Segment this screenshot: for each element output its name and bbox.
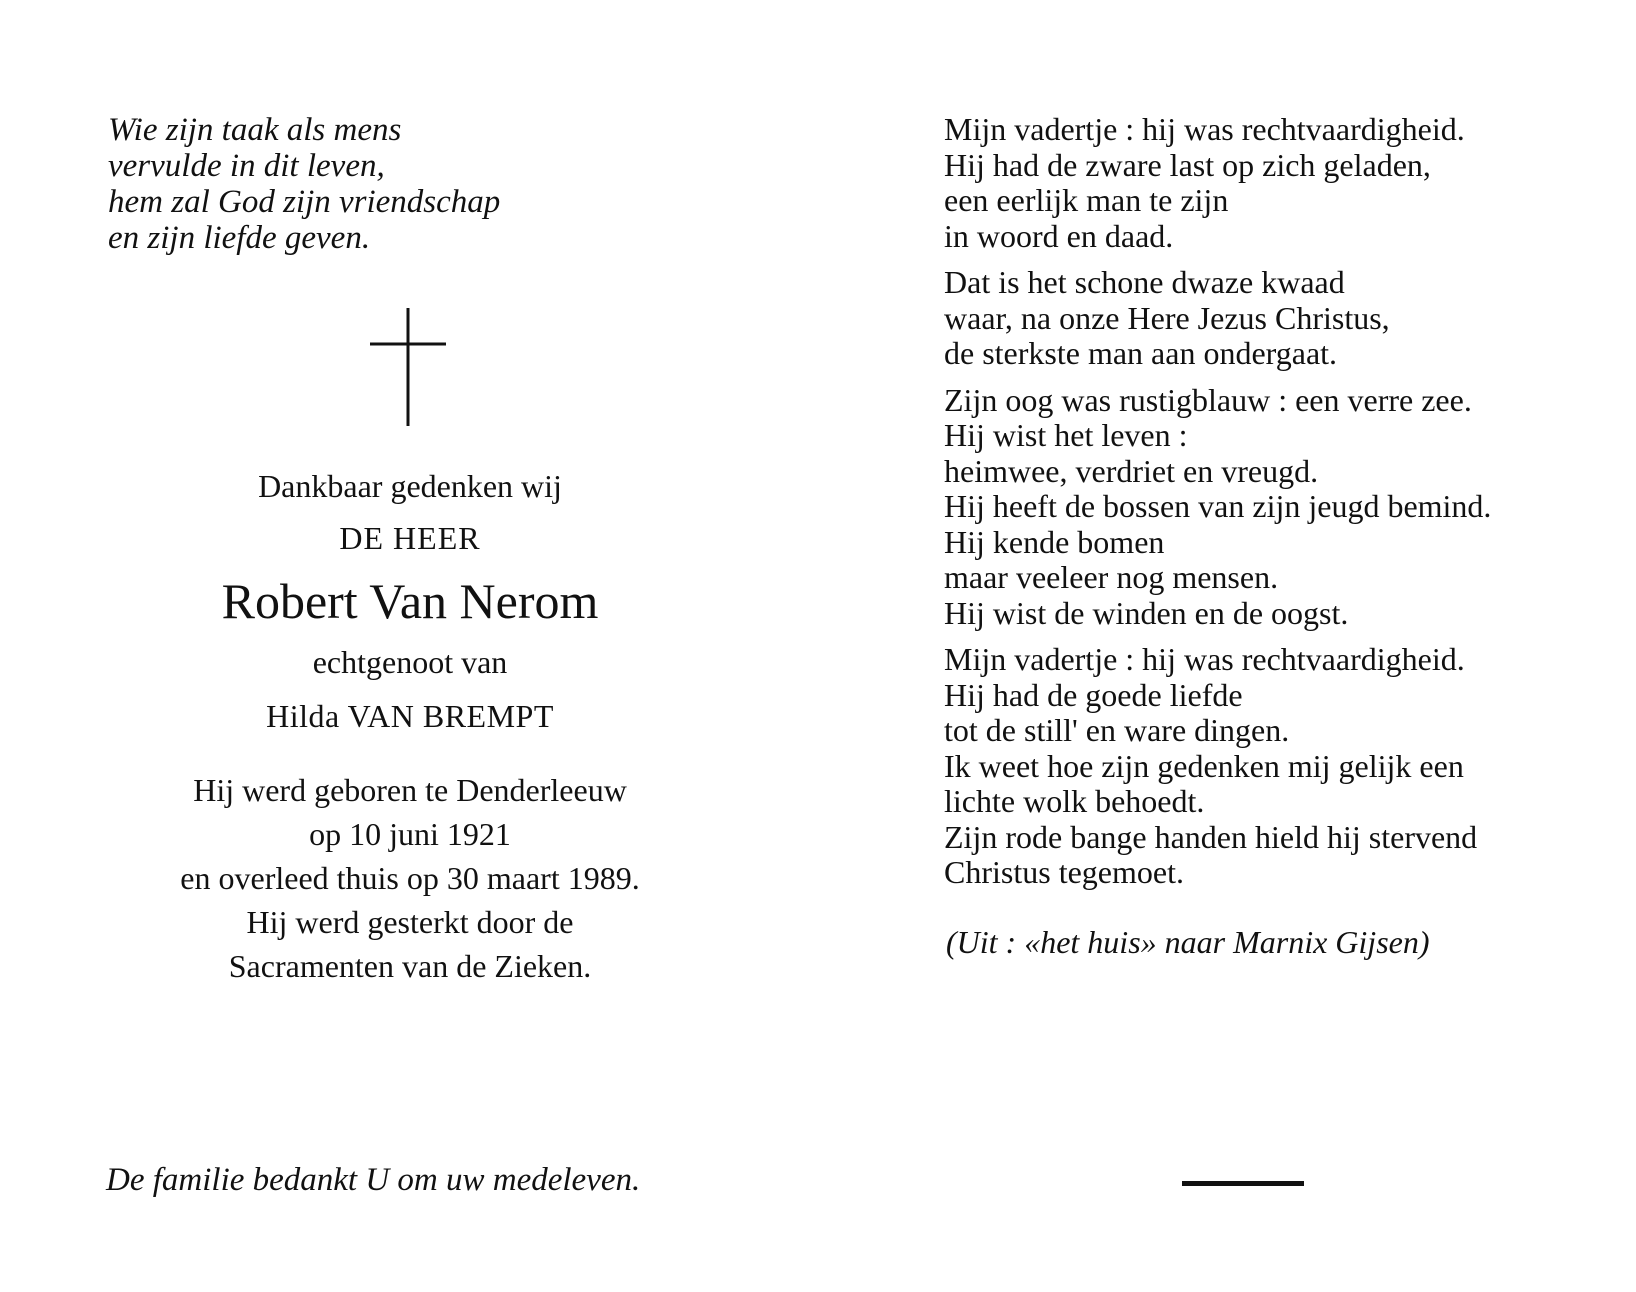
verse-line: Wie zijn taak als mens bbox=[108, 112, 402, 148]
poem-line: Hij wist de winden en de oogst. bbox=[944, 594, 1349, 631]
poem-line: Christus tegemoet. bbox=[944, 854, 1184, 890]
poem-line: Mijn vadertje : hij was rechtvaardigheid. bbox=[944, 111, 1465, 147]
poem-line: heimwee, verdriet en vreugd. bbox=[944, 452, 1319, 489]
poem-line: Mijn vadertje : hij was rechtvaardigheid. bbox=[944, 641, 1465, 677]
biography bbox=[110, 768, 710, 988]
poem-line: Hij had de zware last op zich geladen, bbox=[944, 146, 1431, 183]
bio-line: en overleed thuis op 30 maart 1989. bbox=[180, 860, 640, 896]
poem-source: (Uit : «het huis» naar Marnix Gijsen) bbox=[946, 924, 1430, 960]
bio-line: Hij werd geboren te Denderleeuw bbox=[193, 772, 627, 808]
bio-line: Hij werd gesterkt door de bbox=[246, 904, 574, 940]
poem-stanza bbox=[944, 383, 1604, 632]
poem-line: tot de still' en ware dingen. bbox=[944, 712, 1290, 748]
poem-line: maar veeleer nog mensen. bbox=[944, 559, 1279, 595]
poem-line: Dat is het schone dwaze kwaad bbox=[944, 264, 1345, 300]
bio-line: Sacramenten van de Zieken. bbox=[228, 948, 592, 984]
poem-line: Hij had de goede liefde bbox=[944, 676, 1243, 713]
poem-line: waar, na onze Here Jezus Christus, bbox=[944, 299, 1390, 336]
deceased-name: Robert Van Nerom bbox=[221, 573, 599, 629]
poem-line: de sterkste man aan ondergaat. bbox=[944, 335, 1338, 371]
poem-line: Zijn oog was rustigblauw : een verre zee. bbox=[944, 381, 1472, 418]
poem-stanza bbox=[944, 112, 1604, 254]
poem-line: in woord en daad. bbox=[944, 217, 1174, 254]
poem-line: Zijn rode bange handen hield hij stervend bbox=[944, 818, 1478, 855]
cross-icon bbox=[370, 308, 446, 426]
memorial-poem bbox=[944, 112, 1604, 902]
spouse-name: Hilda VAN BREMPT bbox=[266, 698, 554, 734]
poem-line: Hij kende bomen bbox=[944, 523, 1165, 560]
verse-line: hem zal God zijn vriendschap bbox=[108, 184, 501, 220]
honorific: DE HEER bbox=[339, 520, 481, 556]
poem-line: een eerlijk man te zijn bbox=[944, 182, 1229, 218]
closing-rule bbox=[1182, 1181, 1304, 1186]
poem-line: Ik weet hoe zijn gedenken mij gelijk een bbox=[944, 747, 1464, 784]
spouse-label: echtgenoot van bbox=[312, 644, 508, 680]
poem-stanza bbox=[944, 265, 1604, 372]
intro-text: Dankbaar gedenken wij bbox=[258, 468, 562, 504]
bio-line: op 10 juni 1921 bbox=[309, 816, 511, 852]
poem-stanza bbox=[944, 642, 1604, 891]
poem-line: lichte wolk behoedt. bbox=[944, 783, 1205, 819]
verse-line: vervulde in dit leven, bbox=[108, 148, 385, 184]
poem-line: Hij wist het leven : bbox=[944, 417, 1188, 453]
poem-line: Hij heeft de bossen van zijn jeugd bemind. bbox=[944, 488, 1492, 524]
opening-verse bbox=[108, 112, 708, 256]
verse-line: en zijn liefde geven. bbox=[108, 220, 371, 256]
family-thanks: De familie bedankt U om uw medeleven. bbox=[106, 1162, 641, 1198]
